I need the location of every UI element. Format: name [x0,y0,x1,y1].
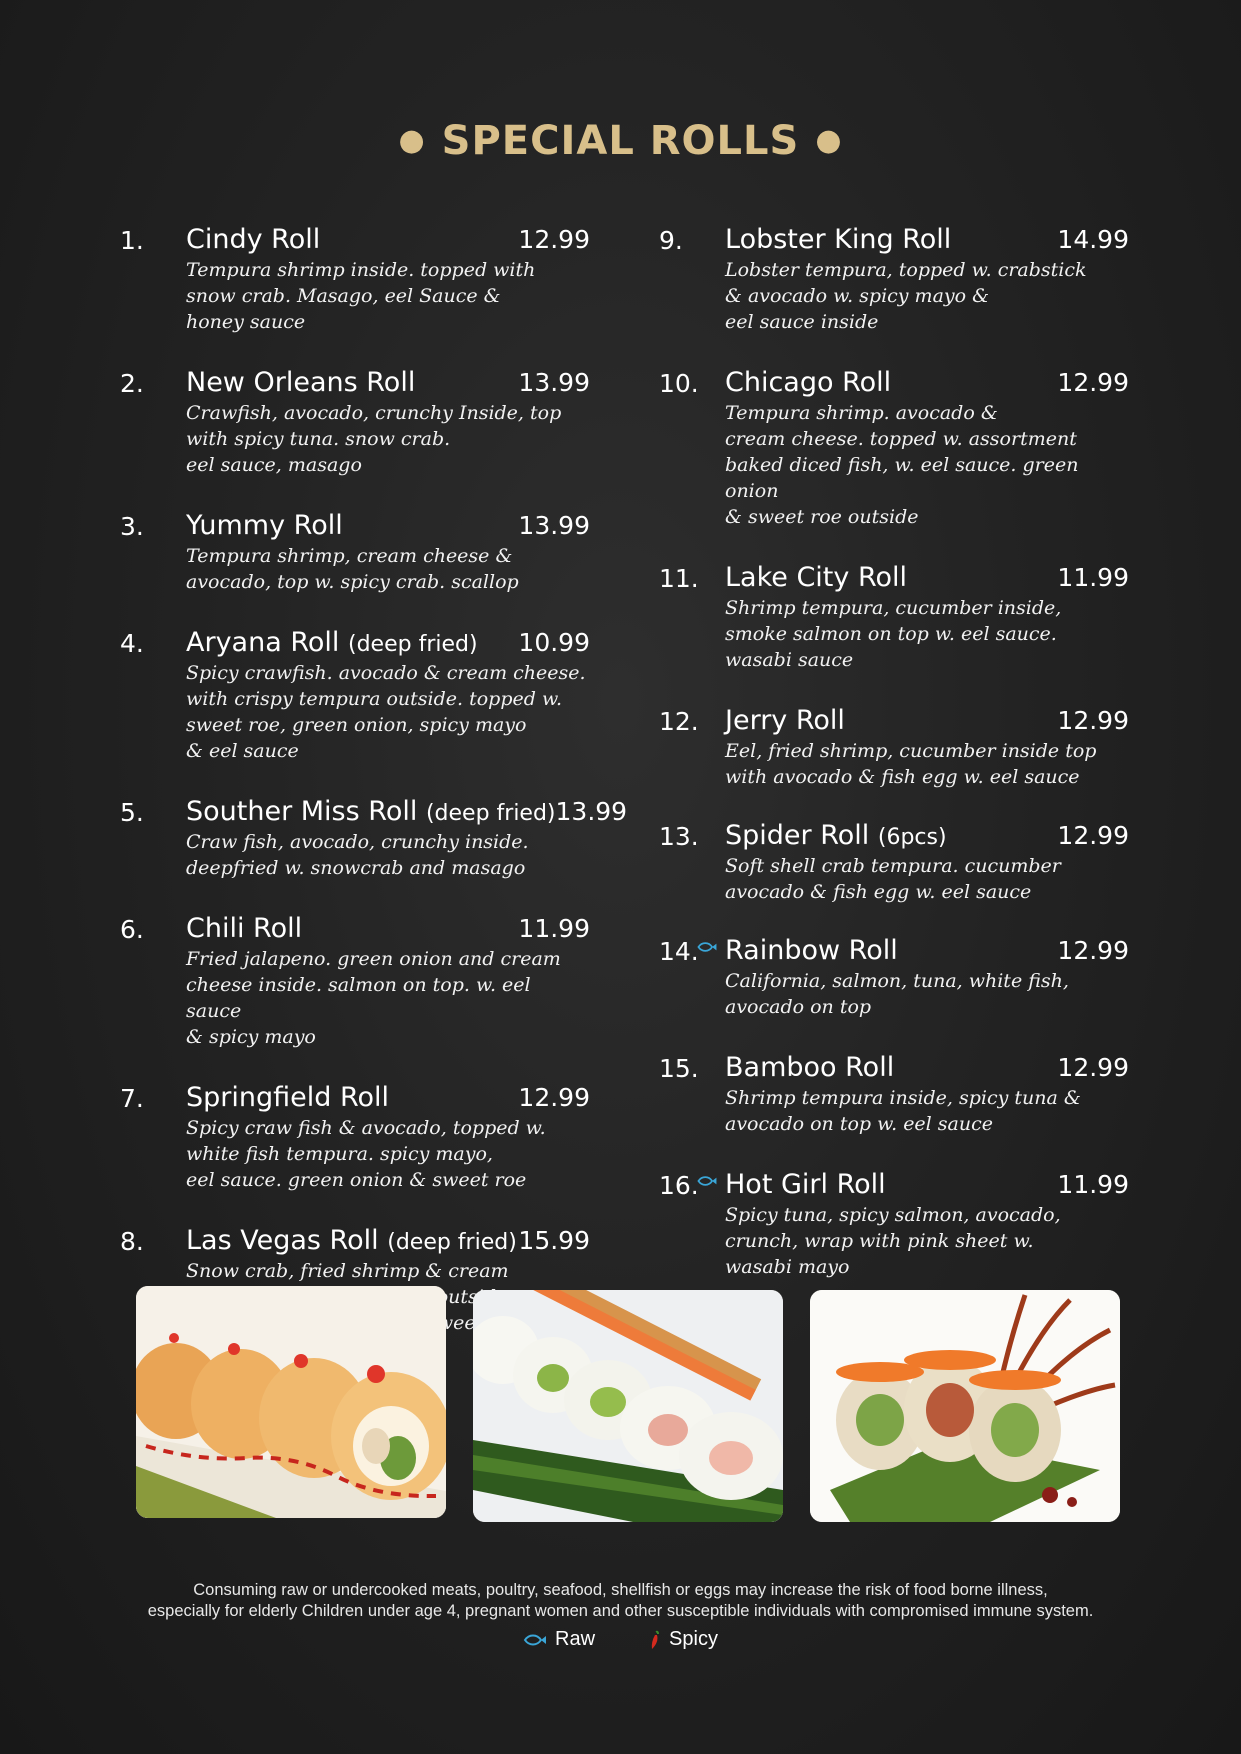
item-number: 2. [120,369,144,398]
item-name-text: Chili Roll [186,913,303,944]
item-name [186,627,478,658]
disclaimer-line-1: Consuming raw or undercooked meats, poultry, seafood, shellfish or eggs may increase the risk of food borne illness, [193,1581,1048,1599]
item-name-text: Yummy Roll [186,510,343,541]
item-description [725,968,1129,1020]
menu-item [659,705,1129,790]
item-price: 12.99 [518,225,590,254]
sushi-roll-photo-crispy [136,1286,446,1518]
menu-item [120,796,628,881]
item-number: 8. [120,1227,144,1256]
item-name-text: Hot Girl Roll [725,1169,886,1200]
item-note: (deep fried) [387,1230,517,1255]
item-name-text: Bamboo Roll [725,1052,895,1083]
health-disclaimer [0,1580,1241,1622]
legend-spicy [649,1628,718,1651]
item-name [186,1082,389,1113]
description-line: wasabi sauce [725,649,854,671]
description-line: honey sauce [186,311,306,333]
item-number: 7. [120,1084,144,1113]
item-description [186,1115,590,1193]
raw-fish-icon [696,1175,718,1187]
item-price: 11.99 [1057,1170,1129,1199]
item-name-text: Aryana Roll [186,627,340,658]
item-number: 9. [659,226,683,255]
item-number: 4. [120,629,144,658]
description-line: eel sauce. green onion & sweet roe [186,1169,527,1191]
item-number: 3. [120,512,144,541]
item-description [725,595,1129,673]
description-line: smoke salmon on top w. eel sauce. [725,623,1057,645]
menu-item [659,562,1129,673]
menu-item [659,1169,1129,1280]
description-line: Spicy craw fish & avocado, topped w. [186,1117,546,1139]
item-name-text: Souther Miss Roll [186,796,418,827]
item-description [725,853,1129,905]
item-description [725,257,1129,335]
item-name-text: Las Vegas Roll [186,1225,379,1256]
description-line: cream cheese. topped w. assortment [725,428,1077,450]
description-line: & sweet roe outside [725,506,919,528]
title-bullet-right: ● [815,123,843,158]
menu-item [659,1052,1129,1137]
raw-fish-icon [696,941,718,953]
menu-item [120,913,590,1050]
item-name [725,935,898,966]
item-price: 15.99 [518,1226,590,1255]
item-header [725,935,1129,966]
menu-column-right [659,224,1129,1280]
description-line: Tempura shrimp, cream cheese & [186,545,513,567]
item-description [186,660,590,764]
item-name [725,367,891,398]
legend-spicy-label: Spicy [669,1628,718,1650]
item-note: (deep fried) [425,801,556,826]
description-line: sweet [427,1312,484,1334]
description-line: & spicy mayo [186,1026,316,1048]
item-name [186,1225,517,1256]
item-description [186,257,590,335]
item-name-text: Lobster King Roll [725,224,952,255]
description-line: crunch, wrap with pink sheet w. [725,1230,1034,1252]
menu-column-left [120,224,628,1336]
item-description [725,1202,1129,1280]
description-line: Craw fish, avocado, crunchy inside. [186,831,529,853]
description-line: avocado on top w. eel sauce [725,1113,993,1135]
item-header [725,1169,1129,1200]
description-line: Soft shell crab tempura. cucumber [725,855,1061,877]
photo-strip [136,1286,1120,1522]
description-line: deepfried w. snowcrab and masago [186,857,526,879]
legend [0,1628,1241,1651]
description-line: eel sauce inside [725,311,879,333]
description-line: with crispy tempura outside. topped w. [186,688,563,710]
item-description [186,829,590,881]
item-header [725,1052,1129,1083]
item-price: 12.99 [1057,1053,1129,1082]
menu-item [659,935,1129,1020]
description-line: Tempura shrimp inside. topped with [186,259,536,281]
item-name [725,1052,894,1083]
menu-item [659,224,1129,335]
description-line: white fish tempura. spicy mayo, [186,1143,493,1165]
description-line: Spicy tuna, spicy salmon, avocado, [725,1204,1061,1226]
item-price: 13.99 [555,797,628,826]
item-description [186,946,590,1050]
item-name-text: Rainbow Roll [725,935,898,966]
menu-item [120,510,590,595]
item-name-text: Springfield Roll [186,1082,390,1113]
description-line: eel sauce, masago [186,454,362,476]
description-line: avocado, top w. spicy crab. scallop [186,571,519,593]
item-note: (6pcs) [877,825,947,850]
item-number: 1. [120,226,144,255]
item-number: 14. [659,937,699,966]
item-number: 15. [659,1054,699,1083]
description-line: avocado & fish egg w. eel sauce [725,881,1032,903]
item-name [186,367,415,398]
raw-fish-icon [523,1633,547,1647]
disclaimer-line-2: especially for elderly Children under age 4, pregnant women and other susceptible individuals with compromised immune system. [147,1602,1094,1620]
item-header [725,224,1129,255]
item-header [186,913,590,944]
description-line: & eel sauce [186,740,299,762]
item-number: 11. [659,564,699,593]
item-name [186,913,302,944]
item-name [725,820,947,851]
item-price: 12.99 [518,1083,590,1112]
item-header [186,367,590,398]
description-line: wasabi mayo [725,1256,850,1278]
item-name [186,796,556,827]
item-price: 11.99 [1057,563,1129,592]
menu-item [659,367,1129,530]
description-line: with spicy tuna. snow crab. [186,428,451,450]
item-name [725,224,951,255]
description-line: Tempura shrimp. avocado & [725,402,998,424]
item-header [186,1082,590,1113]
item-name-text: Jerry Roll [725,705,845,736]
item-price: 12.99 [1057,706,1129,735]
chili-pepper-icon [649,1630,661,1650]
item-name [725,705,845,736]
description-line: with avocado & fish egg w. eel sauce [725,766,1080,788]
legend-raw-label: Raw [555,1628,596,1650]
item-name [725,562,907,593]
item-number: 16. [659,1171,699,1200]
item-price: 13.99 [518,511,590,540]
menu-item [120,1082,590,1193]
description-line: Shrimp tempura inside, spicy tuna & [725,1087,1081,1109]
description-line: Snow crab, fried shrimp & cream [186,1260,509,1282]
item-name-text: Spider Roll [725,820,870,851]
page-title [0,118,1241,164]
item-header [725,562,1129,593]
item-description [186,400,590,478]
item-header [186,1225,590,1256]
menu-item [120,224,590,335]
item-name [725,1169,886,1200]
item-price: 10.99 [518,628,590,657]
menu-item [120,627,590,764]
menu-item [659,820,1129,905]
item-price: 12.99 [1057,936,1129,965]
item-description [725,400,1129,530]
item-number: 12. [659,707,699,736]
item-price: 12.99 [1057,821,1129,850]
item-price: 13.99 [518,368,590,397]
item-price: 14.99 [1057,225,1129,254]
item-name-text: Lake City Roll [725,562,908,593]
item-description [725,738,1129,790]
description-line: Shrimp tempura, cucumber inside, [725,597,1062,619]
item-name-text: New Orleans Roll [186,367,416,398]
item-number: 13. [659,822,699,851]
item-header [186,796,628,827]
item-name [186,510,343,541]
description-line: Spicy crawfish. avocado & cream cheese. [186,662,586,684]
item-number: 5. [120,798,144,827]
item-number: 6. [120,915,144,944]
description-line: Lobster tempura, topped w. crabstick [725,259,1087,281]
item-price: 11.99 [518,914,590,943]
item-number: 10. [659,369,699,398]
item-header [725,367,1129,398]
item-description [725,1085,1129,1137]
item-price: 12.99 [1057,368,1129,397]
menu-item [120,367,590,478]
item-name-text: Chicago Roll [725,367,892,398]
item-note: (deep fried) [348,632,478,657]
item-name [186,224,320,255]
description-line: Eel, fried shrimp, cucumber inside top [725,740,1097,762]
item-name-text: Cindy Roll [186,224,321,255]
description-line: Fried jalapeno. green onion and cream [186,948,561,970]
item-header [725,820,1129,851]
description-line: Crawfish, avocado, crunchy Inside, top [186,402,562,424]
description-line: snow crab. Masago, eel Sauce & [186,285,501,307]
legend-raw [523,1628,595,1651]
description-line: sweet roe, green onion, spicy mayo [186,714,527,736]
sushi-roll-photo-spider [810,1290,1120,1522]
item-header [186,627,590,658]
item-header [186,510,590,541]
description-line: baked diced fish, w. eel sauce. green onion [725,454,1079,502]
item-description [186,543,590,595]
item-header [186,224,590,255]
description-line: & avocado w. spicy mayo & [725,285,990,307]
sushi-roll-photo-leaf [473,1290,783,1522]
title-bullet-left: ● [398,123,426,158]
item-header [725,705,1129,736]
description-line: avocado on top [725,996,872,1018]
description-line: cheese inside. salmon on top. w. eel sauce [186,974,531,1022]
title-text: SPECIAL ROLLS [441,118,800,164]
description-line: California, salmon, tuna, white fish, [725,970,1069,992]
